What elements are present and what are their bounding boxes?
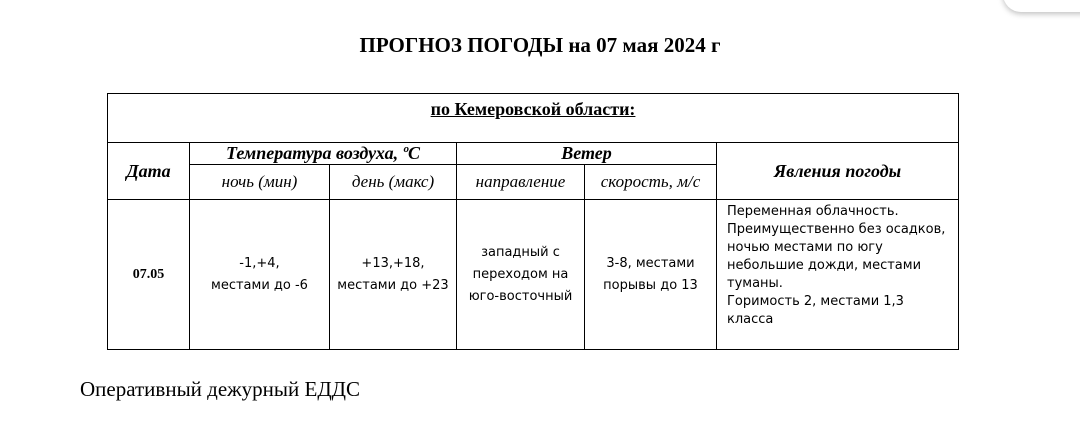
wind-direction-line: юго-восточный xyxy=(468,288,573,304)
corner-panel xyxy=(1003,0,1080,12)
phenomena-line: класса xyxy=(727,312,774,327)
date-cell: 07.05 xyxy=(108,200,190,350)
footer-signature: Оперативный дежурный ЕДДС xyxy=(80,377,361,401)
table-row xyxy=(108,200,959,350)
wind-direction-line: западный с xyxy=(481,244,560,260)
direction-header: направление xyxy=(457,165,585,200)
day-header: день (макс) xyxy=(330,165,457,200)
page-title: ПРОГНОЗ ПОГОДЫ на 07 мая 2024 г xyxy=(359,33,721,57)
wind-direction-line: переходом на xyxy=(472,266,569,282)
night-temp-cell xyxy=(190,200,330,350)
wind-speed-line: 3-8, местами xyxy=(606,255,695,271)
temperature-header: Температура воздуха, ºС xyxy=(190,143,457,165)
day-temp-line: +13,+18, xyxy=(361,255,425,271)
wind-speed-line: порывы до 13 xyxy=(603,277,698,293)
phenomena-line: небольшие дожди, местами xyxy=(727,258,922,273)
day-temp-line: местами до +23 xyxy=(337,277,449,293)
night-temp-line: местами до -6 xyxy=(211,277,308,293)
region-header: по Кемеровской области: xyxy=(108,94,959,143)
day-temp-cell xyxy=(330,200,457,350)
phenomena-line: Преимущественно без осадков, xyxy=(727,222,946,237)
phenomena-line: Горимость 2, местами 1,3 xyxy=(727,294,904,309)
night-header: ночь (мин) xyxy=(190,165,330,200)
phenomena-header: Явления погоды xyxy=(717,143,959,200)
phenomena-line: ночью местами по югу xyxy=(727,240,883,255)
wind-direction-cell xyxy=(457,200,585,350)
night-temp-line: -1,+4, xyxy=(239,255,280,271)
forecast-table xyxy=(107,93,959,350)
phenomena-line: Переменная облачность. xyxy=(727,204,899,219)
speed-header: скорость, м/с xyxy=(585,165,717,200)
phenomena-cell xyxy=(717,200,959,350)
wind-speed-cell xyxy=(585,200,717,350)
date-header: Дата xyxy=(108,143,190,200)
phenomena-line: туманы. xyxy=(727,276,783,291)
wind-header: Ветер xyxy=(457,143,717,165)
